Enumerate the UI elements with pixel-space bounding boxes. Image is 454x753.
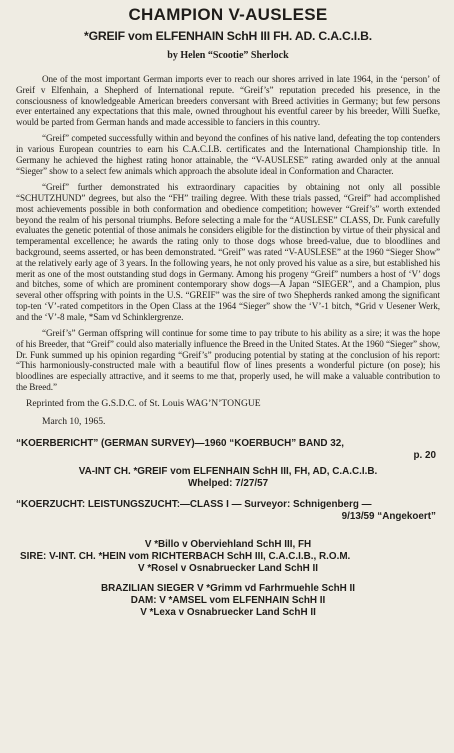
survey-page-ref: p. 20: [413, 450, 436, 462]
pedigree-dam: DAM: V *AMSEL vom ELFENHAIN SchH II: [130, 595, 326, 607]
paragraph: “Greif” further demonstrated his extraordinary capacities by obtaining not only all possible “SCHUTZHUND” degrees, but also the “FH” trailing degree. With these trials passed, “Greif” had accomplished most achievements possible in both conformation and obedience competition; however “Greif’s” worth extended beyond the realm of his personal triumphs. Before selecting a male for the “AUSLESE” CLASS, Dr. Funk carefully evaluates the genetic potential of those animals he considers eligible for the distinction by virtue of their physical and temperamental excellence; he awards the rating only to those dogs whose breed-value, due to bloodlines and background, seems asserted, or has been demonstrated. “Greif” was rated “V-AUSLESE” at the 1960 “Sieger Show” at the relatively early age of 3 years. In the following years, he not only proved his value as a sire, but established his merit as one of the most outstanding stud dogs in Germany. Among his progeny “Greif” numbers a host of ‘V’ dogs and bitches, some of which are prominent contemporary show dogs—A Japan “SIEGER”, and a Champion, plus several other offspring with points in the U.S. “GREIF” was the sire of two Shepherds ranked among the significant top-ten ‘V’-rated competitors in the Open Class at the 1964 “Sieger” show the ‘V’-1 bitch, *Grid v Uesener Werk, and the ‘V’-8 male, *Sam vd Schinklergrenze.: [16, 182, 440, 322]
paragraph: “Greif” competed successfully within and beyond the confines of his native land, defeating the top contenders in various European countries to earn his C.A.C.I.B. certificates and the International Championship title. In Germany he achieved the highest rating honor attainable, the “V-AUSLESE” rating awarded only at the annual “Sieger” show to a select few animals which approach the absolute ideal in Conformation and Character.: [16, 133, 440, 176]
article-date: March 10, 1965.: [42, 416, 106, 428]
whelped-date: Whelped: 7/27/57: [187, 478, 269, 490]
article-body: [16, 74, 440, 393]
koer-date: 9/13/59 “Angekoert”: [341, 511, 436, 523]
koerzucht-line: “KOERZUCHT: LEISTUNGSZUCHT:—CLASS I — Surveyor: Schnigenberg —: [16, 499, 372, 511]
pedigree-sire-dam: V *Rosel v Osnabruecker Land SchH II: [137, 563, 318, 575]
article-title: CHAMPION V-AUSLESE: [128, 5, 328, 24]
reprint-note: Reprinted from the G.S.D.C. of St. Louis WAG’N’TONGUE: [26, 398, 261, 410]
pedigree-dam-dam: V *Lexa v Osnabruecker Land SchH II: [140, 607, 316, 619]
survey-header: “KOERBERICHT” (GERMAN SURVEY)—1960 “KOERBUCH” BAND 32,: [16, 438, 344, 450]
article-subtitle: *GREIF vom ELFENHAIN SchH III FH. AD. C.A.C.I.B.: [84, 29, 372, 43]
paragraph: One of the most important German imports ever to reach our shores arrived in late 1964, in the ‘person’ of Greif v Elfenhain, a Shepherd of International repute. “Greif’s” reputation preceded his presence, in the consciousness of knowledgeable American breeders conversant with Breed activities in Germany; but few persons ever entertained any expectations that this male, owned throughout his eventful career by his breeder, Willi Suefke, would be parted from German hands and made accessible to fanciers in this country.: [16, 74, 440, 128]
pedigree-dam-sire: BRAZILIAN SIEGER V *Grimm vd Farhrmuehle SchH II: [100, 583, 356, 595]
byline: by Helen “Scootie” Sherlock: [167, 50, 289, 61]
paragraph: “Greif’s” German offspring will continue for some time to pay tribute to his ability as a sire; it was the hope of his Breeder, that “Greif” could also materially influence the Breed in the United States. At the 1960 “Sieger” show, Dr. Funk summed up his opinion regarding “Greif’s” producing potential by stating at the conclusion of his report: “This harmoniously-constructed male with a beautiful flow of lines presents a wonderful picture (on pose); his bloodlines are especially attractive, and it seems to me that, properly used, he will make a valuable contribution to the Breed.”: [16, 328, 440, 393]
pedigree-sire: SIRE: V-INT. CH. *HEIN vom RICHTERBACH SchH III, C.A.C.I.B., R.O.M.: [20, 551, 351, 563]
pedigree-sire-sire: V *Billo v Oberviehland SchH III, FH: [144, 539, 312, 551]
survey-section: [16, 438, 440, 619]
dog-name: VA-INT CH. *GREIF vom ELFENHAIN SchH III, FH, AD, C.A.C.I.B.: [78, 466, 378, 478]
